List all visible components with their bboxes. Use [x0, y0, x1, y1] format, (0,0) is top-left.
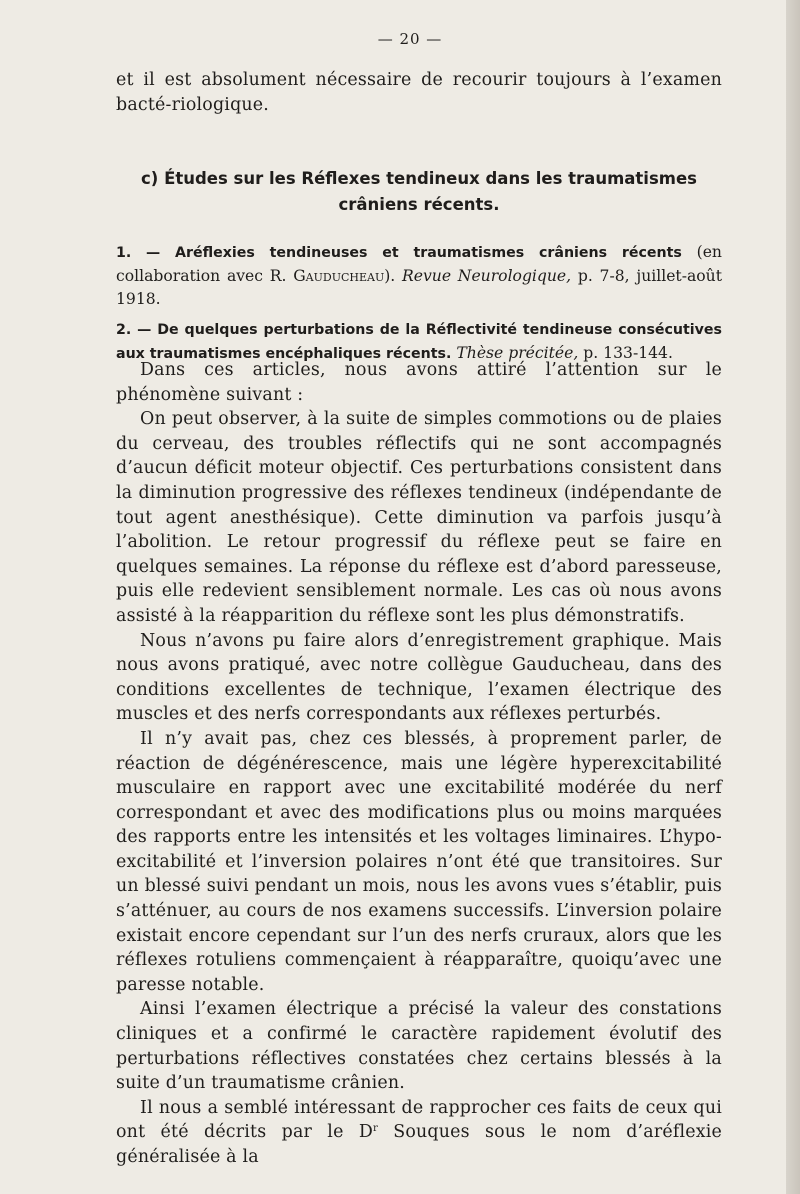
- reference-title: De quelques perturbations de la Réflectivité tendineuse consécutives aux traumatismes encéphaliques récents.: [116, 322, 722, 362]
- reference-number: 2. —: [116, 322, 152, 338]
- reference-pages: p. 133-144.: [583, 344, 673, 362]
- paragraph-1: Dans ces articles, nous avons attiré l’attention sur le phénomène suivant :: [116, 360, 722, 405]
- section-title-line-1: c) Études sur les Réflexes tendineux dans les traumatismes: [141, 169, 697, 188]
- reference-journal: Revue Neurologique,: [402, 267, 572, 285]
- paragraph-5: Ainsi l’examen électrique a précisé la valeur des constations cliniques et a confirmé le caractère rapidement évolutif des perturbations réflectives constatées chez certains blessés à la suite d’un traumatisme crânien.: [116, 999, 722, 1094]
- reference-journal: Thèse précitée,: [456, 344, 579, 362]
- paragraph-2: On peut observer, à la suite de simples commotions ou de plaies du cerveau, des troubles réflectifs qui ne sont accompagnés d’aucun déficit moteur objectif. Ces perturbations consistent dans la diminution progressive des réflexes tendineux (indépendante de tout agent anesthésique). Cette diminution va parfois jusqu’à l’abolition. Le retour progressif du réflexe peut se faire en quelques semaines. La réponse du réflexe est d’abord paresseuse, puis elle redevient sensiblement normale. Les cas où nous avons assisté à la réapparition du réflexe sont les plus démonstratifs.: [116, 409, 722, 626]
- intro-paragraph: et il est absolument nécessaire de recourir toujours à l’examen bacté-riologique.: [116, 70, 722, 115]
- reference-number: 1. —: [116, 245, 161, 261]
- paragraph-6-part-a: Il nous a semblé intéressant de rapprocher ces faits de ceux qui ont été décrits par le D: [116, 1097, 722, 1143]
- section-title: [116, 166, 722, 218]
- paragraph-4: Il n’y avait pas, chez ces blessés, à proprement parler, de réaction de dégénérescence, mais une légère hyperexcitabilité musculaire en rapport avec une excitabilité modérée du nerf correspondant et avec des modifications plus ou moins marquées des rapports entre les intensités et les voltages liminaires. L’hypo-excitabilité et l’inversion polaires n’ont été que transitoires. Sur un blessé suivi pendant un mois, nous les avons vues s’établir, puis s’atténuer, au cours de nos examens successifs. L’inversion polaire existait encore cependant sur l’un des nerfs cruraux, alors que les réflexes rotuliens commençaient à réapparaître, quoiqu’avec une paresse notable.: [116, 728, 722, 995]
- reference-list: [116, 241, 722, 373]
- reference-item-1: [116, 241, 722, 311]
- reference-collab: (en collaboration avec R.: [116, 243, 722, 285]
- reference-collab-name: Gauducheau: [293, 267, 385, 285]
- body-text: [116, 358, 722, 1170]
- section-title-line-2: crâniens récents.: [338, 195, 500, 214]
- paragraph-6-part-b: Souques sous le nom d’aréflexie généralisée à la: [116, 1122, 723, 1167]
- reference-collab-suffix: ).: [384, 267, 396, 285]
- page-number: — 20 —: [377, 30, 443, 48]
- paragraph-3: Nous n’avons pu faire alors d’enregistrement graphique. Mais nous avons pratiqué, avec notre collègue Gauducheau, dans des conditions excellentes de technique, l’examen électrique des muscles et des nerfs correspondants aux réflexes perturbés.: [116, 630, 722, 725]
- superscript-r: r: [372, 1123, 378, 1135]
- paragraph-6: [116, 1096, 722, 1170]
- reference-pages: p. 7-8, juillet-août 1918.: [116, 267, 722, 308]
- reference-title: Aréflexies tendineuses et traumatismes crâniens récents: [175, 245, 682, 261]
- page-edge-shadow: [786, 0, 800, 1194]
